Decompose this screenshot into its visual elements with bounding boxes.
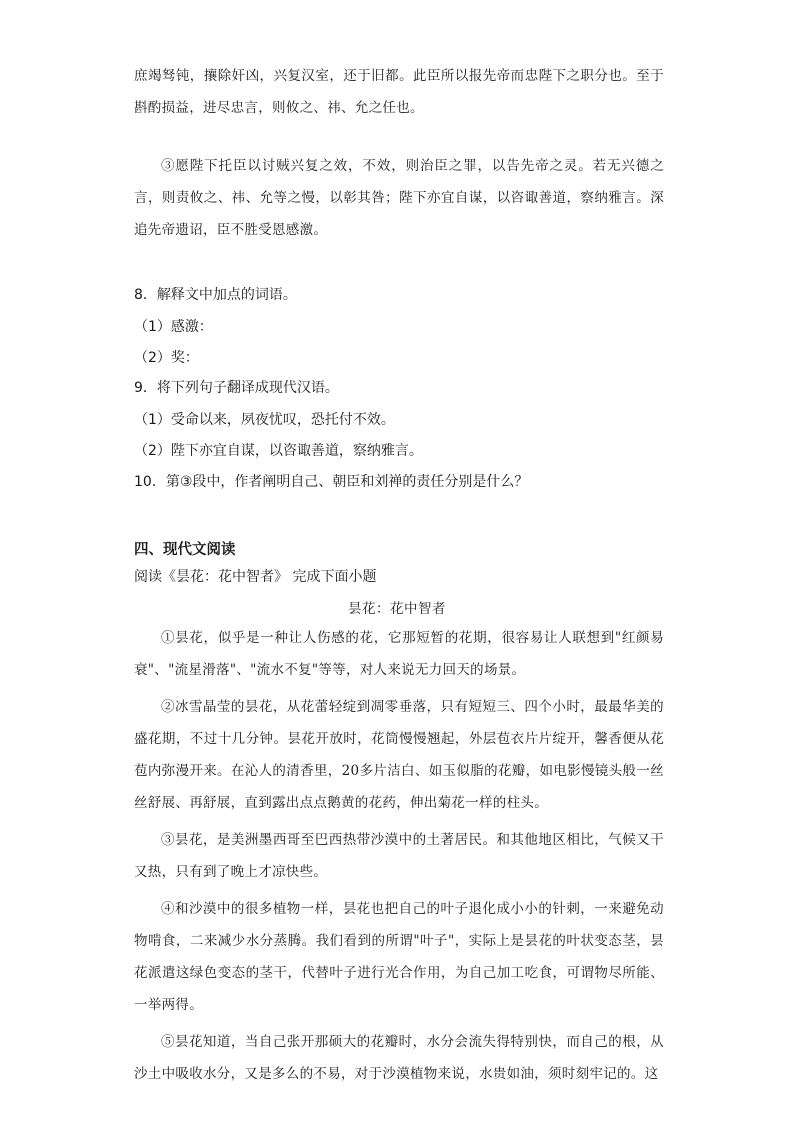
question-9: 9．将下列句子翻译成现代汉语。 <box>134 380 339 396</box>
article-paragraph: ④和沙漠中的很多植物一样，昙花也把自己的叶子退化成小小的针刺，一来避免动物啃食，二来减少水分蒸腾。我们看到的所谓"叶子"，实际上是昙花的叶状变态茎，昙花派遣这绿色变态的茎干，代替叶子进行光合作用，为自己加工吃食，可谓物尽所能、一举两得。 <box>134 901 664 1013</box>
classical-paragraph-3: ③愿陛下托臣以讨贼兴复之效，不效，则治臣之罪，以告先帝之灵。若无兴德之言，则责攸之、祎、允等之慢，以彰其咎；陛下亦宜自谋，以咨诹善道，察纳雅言。深追先帝遗诏，臣不胜受恩感激。 <box>134 158 664 238</box>
question-10: 10．第③段中，作者阐明自己、朝臣和刘禅的责任分别是什么？ <box>134 474 529 490</box>
section-heading: 四、现代文阅读 <box>134 542 236 558</box>
article-paragraph: ⑤昙花知道，当自己张开那硕大的花瓣时，水分会流失得特别快，而自己的根，从沙土中吸收水分，又是多么的不易，对于沙漠植物来说，水贵如油，须时刻牢记的。这 <box>134 1034 664 1082</box>
question-8: 8．解释文中加点的词语。 <box>134 287 297 303</box>
article-title: 昙花：花中智者 <box>348 601 446 617</box>
article-paragraph: ②冰雪晶莹的昙花，从花蕾轻绽到凋零垂落，只有短短三、四个小时，最最华美的盛花期，不过十几分钟。昙花开放时，花筒慢慢翘起，外层苞衣片片绽开，馨香便从花苞内弥漫开来。在沁人的清香里，20多片洁白、如玉似脂的花瓣，如电影慢镜头般一丝丝舒展、再舒展，直到露出点点鹅黄的花药，伸出菊花一样的柱头。 <box>134 699 664 811</box>
question-9-2: （2）陛下亦宜自谋，以咨诹善道，察纳雅言。 <box>134 443 423 459</box>
reading-instruction: 阅读《昙花：花中智者》 完成下面小题 <box>134 569 377 585</box>
classical-paragraph-continued: 庶竭驽钝，攘除奸凶，兴复汉室，还于旧都。此臣所以报先帝而忠陛下之职分也。至于斟酌损益，进尽忠言，则攸之、祎、允之任也。 <box>134 68 664 116</box>
question-8-2: （2）奖： <box>134 350 199 366</box>
article-body <box>134 622 664 1095</box>
classical-text <box>134 60 664 246</box>
article-paragraph: ③昙花，是美洲墨西哥至巴西热带沙漠中的土著居民。和其他地区相比，气候又干又热，只有到了晚上才凉快些。 <box>134 832 664 880</box>
question-8-1: （1）感激： <box>134 319 213 335</box>
question-9-1: （1）受命以来，夙夜忧叹，恐托付不效。 <box>134 412 395 428</box>
article-paragraph: ①昙花，似乎是一种让人伤感的花，它那短暂的花期，很容易让人联想到"红颜易衰"、"流星滑落"、"流水不复"等等，对人来说无力回天的场景。 <box>134 630 664 678</box>
